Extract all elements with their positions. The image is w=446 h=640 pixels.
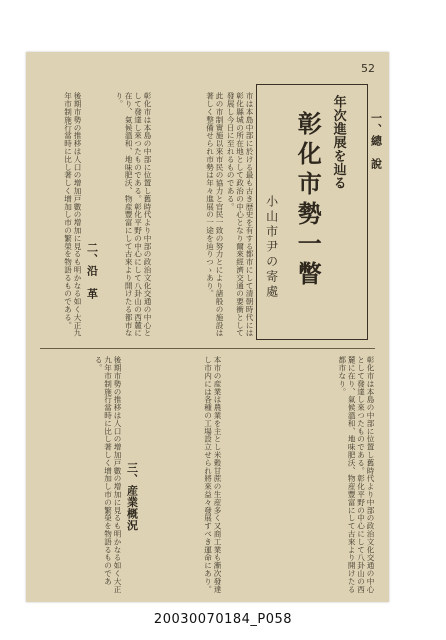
title-main: 彰化市勢一瞥 xyxy=(293,111,323,291)
image-caption: 20030070184_P058 xyxy=(153,612,293,627)
title-author: 小山市尹の寄處 xyxy=(264,195,279,300)
text-column-bottom-middle: 本市の産業は農業を主とし米穀甘蔗の生産多く又商工業も漸次發達し市内には各種の工場設立せられ將來益々發展すべき運命にあり。 xyxy=(203,356,222,593)
text-column-top-left: 此の市制實施以來市民の協力と官民一致の努力とにより諸般の施設は著しく整備せられ市勢は年々進展の一途を辿りつゝあり。 xyxy=(205,92,224,337)
section-heading-general: 一、總 說 xyxy=(369,112,383,170)
section-heading-history: 二、沿 革 xyxy=(85,242,99,300)
text-column-bottom-left: 後期市勢の推移は人口の增加戸數の增加に見るも明かなる如く大正九年市制施行當時に比し著しく增加し市の繁榮を物語るものである。 xyxy=(94,356,122,593)
text-column-top-middle: 市は本島中部に於ける最も古き歴史を有する都市にして清朝時代には彰化縣城の所在地として政治の中心となり爾來經濟交通の要衝として發展し今日に至れるものである。 xyxy=(226,92,254,337)
page-number: 52 xyxy=(361,62,375,75)
text-column-bottom-right: 彰化市は本島の中部に位置し舊時代より中部の政治文化交通の中心として發達し來つたものである。彰化平野の中心にして八卦山の西麓に在り、氣候溫和、地味肥沃、物産豐富にして古來より開けたる都市なり。 xyxy=(337,356,375,593)
text-column-top-edge: 後期市勢の推移は人口の增加戸數の增加に見るも明かなる如く大正九年市制施行當時に比し著しく增加し市の繁榮を物語るものである。 xyxy=(63,92,82,337)
section-heading-industry: 三、産業概況 xyxy=(125,462,139,531)
document-page xyxy=(26,52,389,602)
title-subtitle: 年次進展を辿る xyxy=(330,95,346,190)
title-box xyxy=(256,84,368,340)
horizontal-divider xyxy=(40,348,375,349)
text-column-top-far-left: 彰化市は本島の中部に位置し舊時代より中部の政治文化交通の中心として發達し來つたものである。彰化平野の中心にして八卦山の西麓に在り、氣候溫和、地味肥沃、物産豐富にして古來より開けたる都市なり。 xyxy=(114,92,152,337)
